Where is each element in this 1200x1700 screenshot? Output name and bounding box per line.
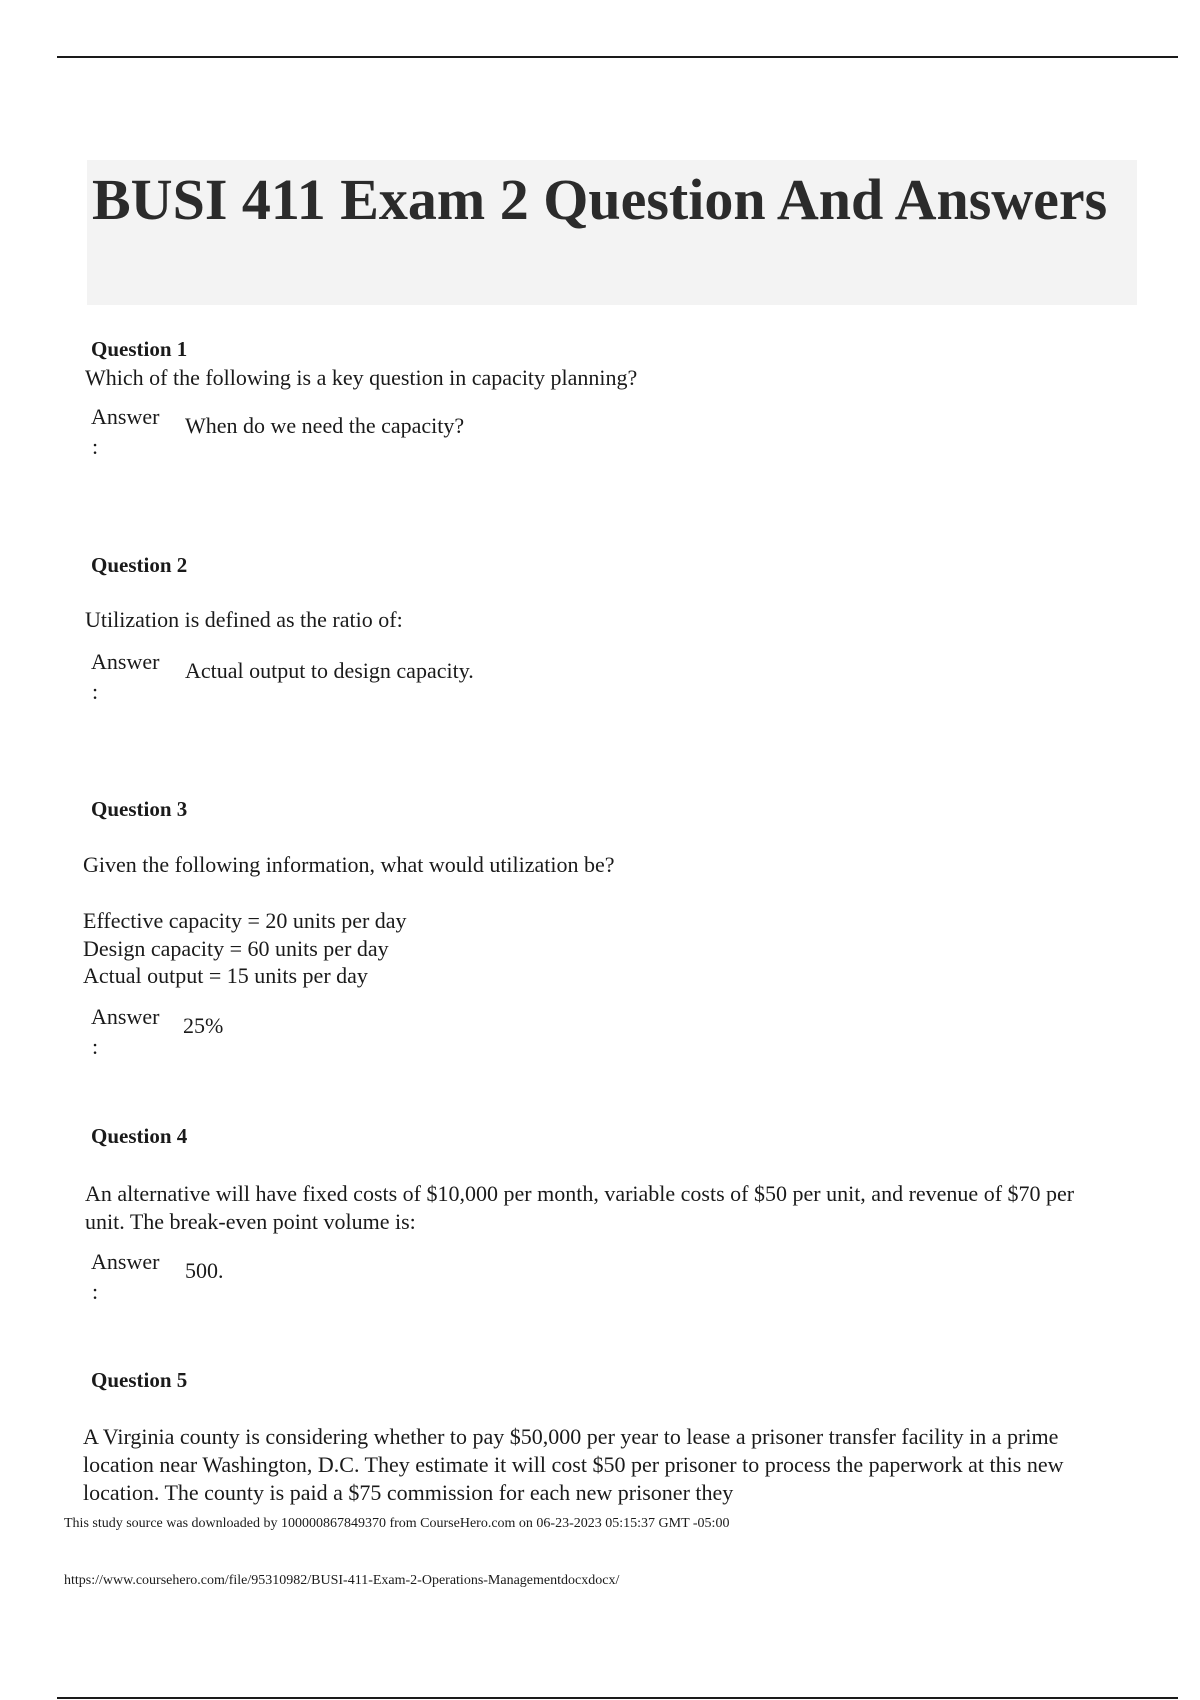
question-4-text: An alternative will have fixed costs of $10,000 per month, variable costs of $50 per unit, and revenue of $70 per unit. The break-even point volume is: xyxy=(85,1181,1075,1234)
question-3-info-line: Actual output = 15 units per day xyxy=(83,963,368,988)
question-4-answer: 500. xyxy=(185,1258,224,1283)
question-2-answer: Actual output to design capacity. xyxy=(185,658,474,683)
question-5-heading: Question 5 xyxy=(91,1368,188,1392)
question-3-info-line: Design capacity = 60 units per day xyxy=(83,936,389,961)
question-5-text: A Virginia county is considering whether to pay $50,000 per year to lease a prisoner transfer facility in a prime location near Washington, D.C. They estimate it will cost $50 per prisoner to process the paperwork at this new location. The county is paid a $75 commission for each new prisoner they xyxy=(83,1424,1064,1505)
question-2-heading: Question 2 xyxy=(91,553,188,577)
bottom-rule xyxy=(57,1697,1178,1699)
question-4-answer-colon: : xyxy=(92,1279,99,1304)
question-4-heading: Question 4 xyxy=(91,1124,188,1148)
question-3-answer: 25% xyxy=(183,1013,224,1038)
question-3-info-line: Effective capacity = 20 units per day xyxy=(83,908,407,933)
question-3-answer-label: Answer xyxy=(91,1004,160,1029)
question-2-text: Utilization is defined as the ratio of: xyxy=(85,607,403,632)
top-rule xyxy=(57,56,1178,58)
question-3-answer-colon: : xyxy=(92,1034,99,1059)
document-title: BUSI 411 Exam 2 Question And Answers xyxy=(92,167,1108,232)
question-1-answer: When do we need the capacity? xyxy=(185,413,465,438)
source-url[interactable]: https://www.coursehero.com/file/95310982/BUSI-411-Exam-2-Operations-Managementdocxdocx/ xyxy=(64,1573,620,1588)
question-1-answer-colon: : xyxy=(92,434,99,459)
question-1-text: Which of the following is a key question in capacity planning? xyxy=(85,365,638,390)
question-2-answer-label: Answer xyxy=(91,649,160,674)
question-3-heading: Question 3 xyxy=(91,797,188,821)
question-4-answer-label: Answer xyxy=(91,1249,160,1274)
download-source-note: This study source was downloaded by 100000867849370 from CourseHero.com on 06-23-2023 05:15:37 GMT -05:00 xyxy=(64,1516,730,1531)
question-1-heading: Question 1 xyxy=(91,337,188,361)
question-2-answer-colon: : xyxy=(92,679,99,704)
question-3-text: Given the following information, what would utilization be? xyxy=(83,852,615,877)
question-1-answer-label: Answer xyxy=(91,404,160,429)
